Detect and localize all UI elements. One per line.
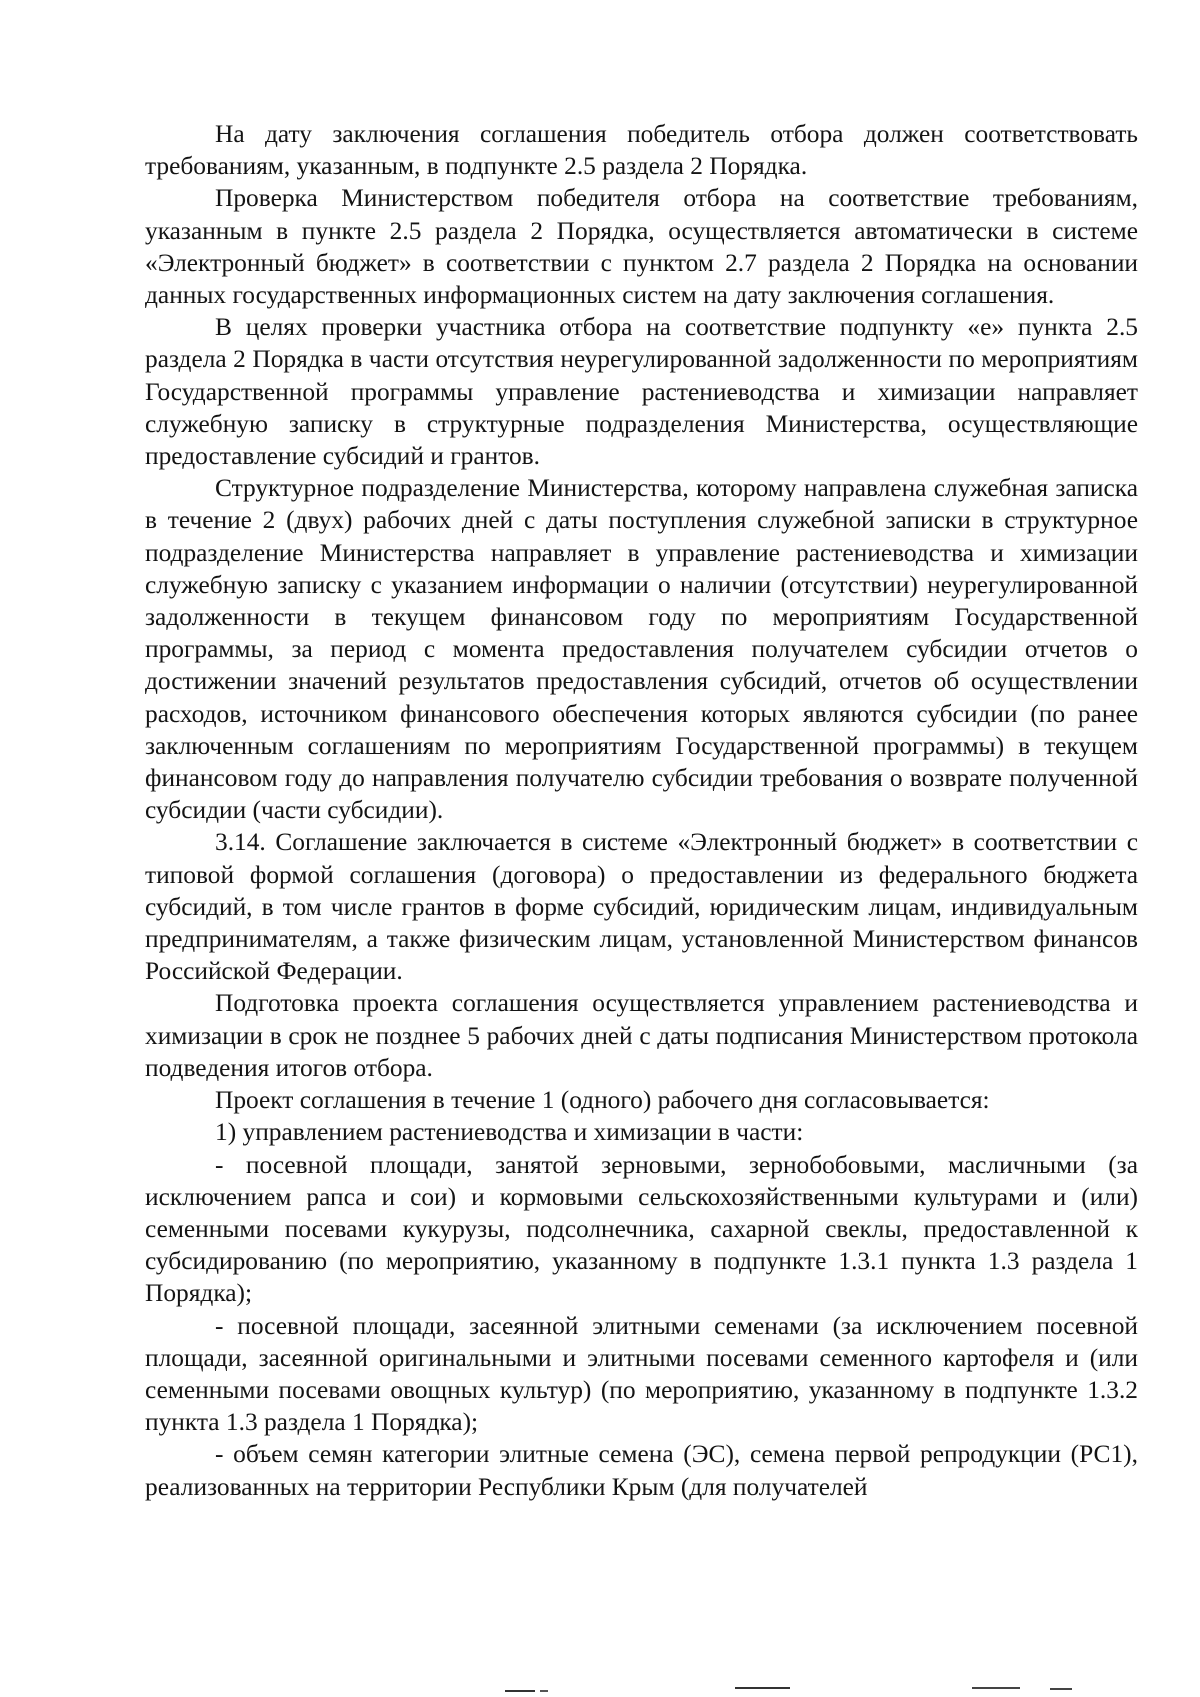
- paragraph-approval-item-1: 1) управлением растениеводства и химизации в части:: [215, 1118, 804, 1147]
- document-body: [145, 118, 1138, 1503]
- scan-mark-3: [735, 1687, 790, 1689]
- paragraph-draft-preparation: Подготовка проекта соглашения осуществляется управлением растениеводства и химизации в срок не позднее 5 рабочих дней с даты подписания Министерством протокола подведения итогов отбора.: [145, 989, 1138, 1082]
- paragraph-debt-check: В целях проверки участника отбора на соответствие подпункту «е» пункта 2.5 раздела 2 Порядка в части отсутствия неурегулированной задолженности по мероприятиям Государственной программы управление растениеводства и химизации направляет служебную записку в структурные подразделения Министерства, осуществляющие предоставление субсидий и грантов.: [145, 313, 1138, 471]
- scan-mark-5: [1050, 1688, 1072, 1690]
- scan-mark-1: [505, 1690, 535, 1692]
- scan-mark-4: [972, 1687, 1020, 1689]
- paragraph-ministry-verification: Проверка Министерством победителя отбора на соответствие требованиям, указанным в пункте 2.5 раздела 2 Порядка, осуществляется автоматически в системе «Электронный бюджет» в соответствии с пунктом 2.7 раздела 2 Порядка на основании данных государственных информационных систем на дату заключения соглашения.: [145, 184, 1138, 310]
- paragraph-signing-date-requirements: На дату заключения соглашения победитель отбора должен соответствовать требованиям, указанным, в подпункте 2.5 раздела 2 Порядка.: [145, 120, 1138, 181]
- paragraph-structural-unit-response: Структурное подразделение Министерства, которому направлена служебная записка в течение 2 (двух) рабочих дней с даты поступления служебной записки в структурное подразделение Министерства направляет в управление растениеводства и химизации служебную записку с указанием информации о наличии (отсутствии) неурегулированной задолженности в текущем финансовом году по мероприятиям Государственной программы, за период с момента предоставления получателем субсидии отчетов о достижении значений результатов предоставления субсидий, отчетов об осуществлении расходов, источником финансового обеспечения которых являются субсидии (по ранее заключенным соглашениям по мероприятиям Государственной программы) в текущем финансовом году до направления получателю субсидии требования о возврате полученной субсидии (части субсидии).: [145, 474, 1138, 825]
- paragraph-bullet-sown-area: - посевной площади, занятой зерновыми, зернобобовыми, масличными (за исключением рапса и сои) и кормовыми сельскохозяйственными культурами и (или) семенными посевами кукурузы, подсолнечника, сахарной свеклы, предоставленной к субсидированию (по мероприятию, указанному в подпункте 1.3.1 пункта 1.3 раздела 1 Порядка);: [145, 1150, 1138, 1308]
- paragraph-draft-approval: Проект соглашения в течение 1 (одного) рабочего дня согласовывается:: [215, 1086, 990, 1115]
- paragraph-3-14-agreement: 3.14. Соглашение заключается в системе «Электронный бюджет» в соответствии с типовой формой соглашения (договора) о предоставлении из федерального бюджета субсидий, в том числе грантов в форме субсидий, юридическим лицам, индивидуальным предпринимателям, а также физическим лицам, установленной Министерством финансов Российской Федерации.: [145, 828, 1138, 986]
- paragraph-bullet-seed-volume: - объем семян категории элитные семена (ЭС), семена первой репродукции (РС1), реализованных на территории Республики Крым (для получателей: [145, 1440, 1138, 1501]
- scan-mark-2: [540, 1690, 548, 1692]
- paragraph-bullet-elite-seeds-area: - посевной площади, засеянной элитными семенами (за исключением посевной площади, засеянной оригинальными и элитными посевами семенного картофеля и (или семенными посевами овощных культур) (по мероприятию, указанному в подпункте 1.3.2 пункта 1.3 раздела 1 Порядка);: [145, 1311, 1138, 1437]
